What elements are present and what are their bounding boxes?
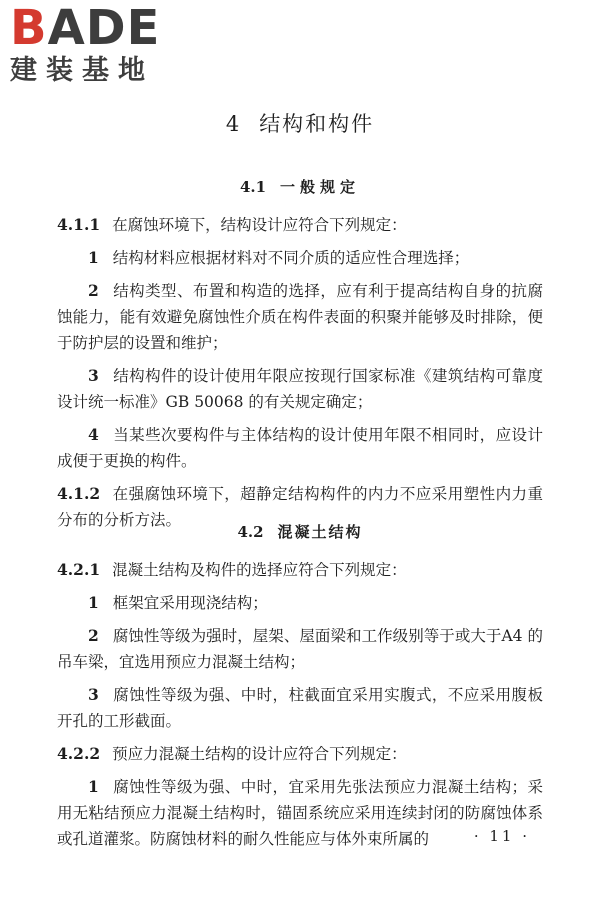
section-heading-4-2: 4.2 混凝土结构 [237, 523, 363, 541]
chapter-number: 4 [225, 112, 242, 136]
logo-subtitle: 建装基地 [10, 55, 154, 86]
clause-item: 1 腐蚀性等级为强、中时，宜采用先张法预应力混凝土结构；采用无粘结预应力混凝土结构时，锚固系统应采用连续封闭的防腐蚀体系或孔道灌浆。防腐蚀材料的耐久性能应与体外束所属的 [57, 777, 543, 848]
clause-item: 3 结构构件的设计使用年限应按现行国家标准《建筑结构可靠度设计统一标准》GB 50068 的有关规定确定； [57, 366, 543, 411]
section-body-4-2 [57, 557, 543, 859]
clause-4-2-1: 4.2.1 混凝土结构及构件的选择应符合下列规定： [57, 560, 407, 579]
clause-4-1-2: 4.1.2 在强腐蚀环境下，超静定结构构件的内力不应采用塑性内力重分布的分析方法。 [57, 484, 543, 529]
clause-item: 2 腐蚀性等级为强时，屋架、屋面梁和工作级别等于或大于A4 的吊车梁，宜选用预应力混凝土结构； [57, 626, 543, 671]
section-heading-4-1: 4.1 一般规定 [239, 178, 361, 196]
chapter-title [0, 110, 600, 138]
clause-item: 3 腐蚀性等级为强、中时，柱截面宜采用实腹式，不应采用腹板开孔的工形截面。 [57, 685, 543, 730]
clause-4-1-1: 4.1.1 在腐蚀环境下，结构设计应符合下列规定： [57, 215, 407, 234]
page-number: · 11 · [473, 827, 530, 845]
publisher-logo [10, 2, 180, 86]
section-body-4-1 [57, 212, 543, 540]
clause-item: 4 当某些次要构件与主体结构的设计使用年限不相同时，应设计成便于更换的构件。 [57, 425, 543, 470]
chapter-title-text: 结构和构件 [259, 112, 375, 136]
logo-wordmark: BADE [10, 0, 161, 56]
clause-item: 2 结构类型、布置和构造的选择，应有利于提高结构自身的抗腐蚀能力，能有效避免腐蚀性介质在构件表面的积聚并能够及时排除，便于防护层的设置和维护； [57, 281, 543, 352]
clause-4-2-2: 4.2.2 预应力混凝土结构的设计应符合下列规定： [57, 744, 407, 763]
clause-item: 1 结构材料应根据材料对不同介质的适应性合理选择； [88, 248, 470, 267]
clause-item: 1 框架宜采用现浇结构； [88, 593, 268, 612]
